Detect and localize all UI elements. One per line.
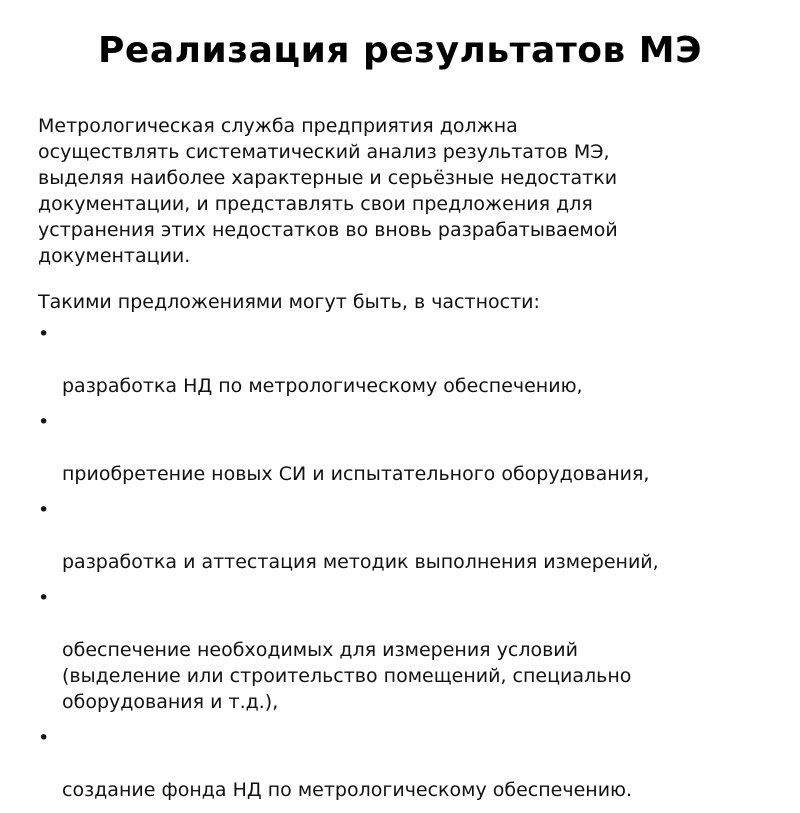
bullet-item — [38, 585, 778, 715]
bullet-text: разработка НД по метрологическому обеспечению, — [62, 375, 583, 397]
bullet-item — [38, 321, 778, 399]
slide-title: Реализация результатов МЭ — [98, 30, 702, 71]
bullet-icon: • — [38, 727, 50, 749]
bullet-text: приобретение новых СИ и испытательного оборудования, — [62, 463, 650, 485]
lead-sentence: Такими предложениями могут быть, в частности: — [38, 291, 540, 313]
bullet-text: разработка и аттестация методик выполнения измерений, — [62, 551, 659, 573]
bullet-item — [38, 725, 778, 803]
bullet-list — [38, 321, 778, 803]
bullet-item — [38, 497, 778, 575]
slide-body — [38, 113, 778, 813]
bullet-icon: • — [38, 499, 50, 521]
bullet-text: создание фонда НД по метрологическому обеспечению. — [62, 779, 633, 801]
bullet-item — [38, 409, 778, 487]
intro-paragraph: Метрологическая служба предприятия должна осуществлять систематический анализ результатов МЭ, выделяя наиболее характерные и серьёзные недостатки документации, и представлять свои предложения для устранения этих недостатков во вновь разрабатываемой документации. — [38, 115, 618, 267]
bullet-text: обеспечение необходимых для измерения условий (выделение или строительство помещений, специально оборудования и т.д.), — [62, 639, 632, 713]
bullet-icon: • — [38, 323, 50, 345]
bullet-icon: • — [38, 411, 50, 433]
bullet-icon: • — [38, 587, 50, 609]
